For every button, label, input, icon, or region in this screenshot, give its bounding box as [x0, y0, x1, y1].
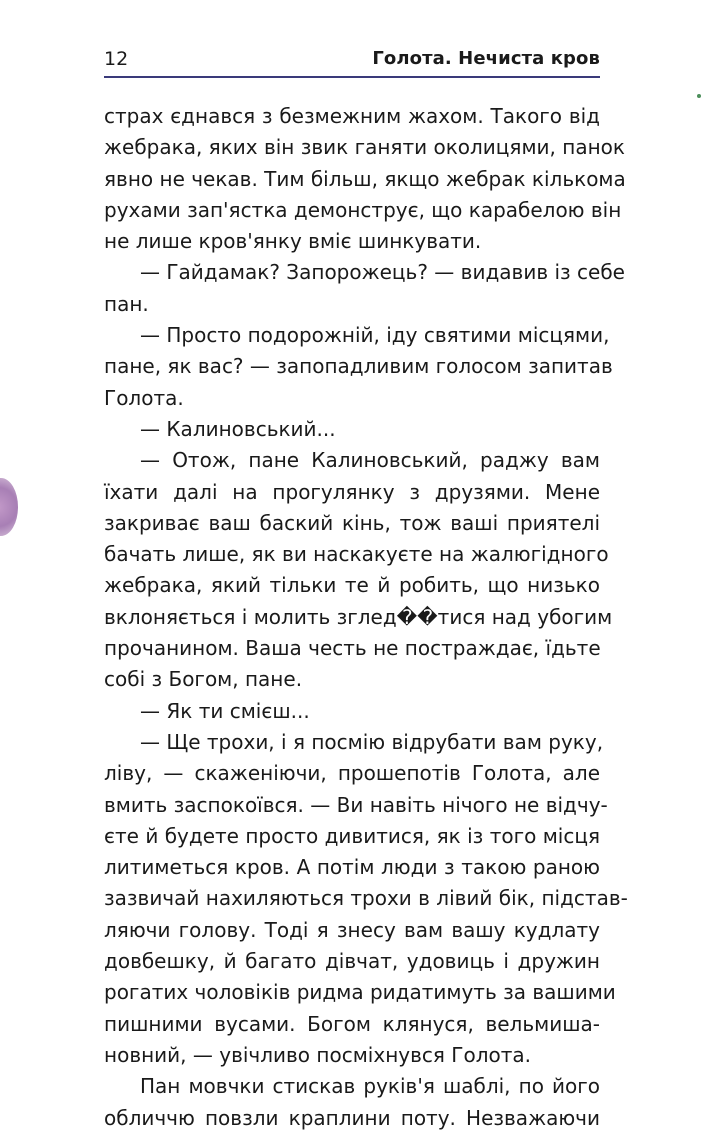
text-line: прочанином. Ваша честь не постраждає, їдьте — [104, 636, 601, 661]
text-line: зазвичай нахиляються трохи в лівий бік, підстав- — [104, 886, 628, 911]
page-number: 12 — [104, 48, 129, 70]
text-line: — Ще трохи, і я посмію відрубати вам руку, — [140, 729, 604, 754]
text-line: новний, — увічливо посміхнувся Голота. — [104, 1042, 531, 1067]
text-line: рухами зап'ястка демонструє, що карабелою він — [104, 197, 622, 222]
page-edge-smudge — [0, 478, 18, 536]
text-line: довбешку, й багато дівчат, удовиць і дружин — [104, 949, 600, 974]
running-title: Голота. Нечиста кров — [372, 48, 600, 69]
text-line: пане, як вас? — запопадливим голосом запитав — [104, 354, 613, 379]
text-line: бачать лише, як ви наскакуєте на жалюгідного — [104, 542, 609, 567]
running-header — [104, 44, 600, 78]
text-line: рогатих чоловіків ридма ридатимуть за вашими — [104, 980, 616, 1005]
text-line: — Просто подорожній, іду святими місцями, — [140, 323, 610, 348]
text-line: вмить заспокоївся. — Ви навіть нічого не відчу- — [104, 792, 608, 817]
text-line: жебрака, яких він звик ганяти околицями, панок — [104, 135, 625, 160]
text-line: закриває ваш баский кінь, тож ваші приятелі — [104, 510, 600, 535]
text-line: — Отож, пане Калиновський, раджу вам — [140, 448, 600, 473]
text-line: — Гайдамак? Запорожець? — видавив із себе — [140, 260, 625, 285]
text-line: їхати далі на прогулянку з друзями. Мене — [104, 479, 600, 504]
text-line: литиметься кров. А потім люди з такою раною — [104, 855, 600, 880]
text-line: ліву, — скаженіючи, прошепотів Голота, але — [104, 761, 600, 786]
text-line: явно не чекав. Тим більш, якщо жебрак кількома — [104, 166, 626, 191]
text-line: не лише кров'янку вміє шинкувати. — [104, 229, 482, 254]
text-line: єте й будете просто дивитися, як із того місця — [104, 823, 600, 848]
body-text — [104, 101, 628, 1134]
text-line: вклоняється і молить зглед��тися над убогим — [104, 604, 613, 629]
text-line: — Як ти смієш... — [140, 698, 310, 723]
text-line: обличчю повзли краплини поту. Незважаючи — [104, 1105, 600, 1130]
text-line: пан. — [104, 291, 149, 316]
text-line: пишними вусами. Богом клянуся, вельмиша- — [104, 1011, 600, 1036]
text-line: Голота. — [104, 385, 184, 410]
text-line: собі з Богом, пане. — [104, 667, 303, 692]
text-line: — Калиновський... — [140, 416, 336, 441]
text-line: страх єднався з безмежним жахом. Такого від — [104, 104, 600, 128]
text-line: ляючи голову. Тоді я знесу вам вашу кудлату — [104, 917, 600, 942]
text-line: жебрака, який тільки те й робить, що низько — [104, 573, 600, 598]
text-line: Пан мовчки стискав руків'я шаблі, по його — [140, 1074, 600, 1099]
page-edge-mark — [697, 94, 701, 98]
